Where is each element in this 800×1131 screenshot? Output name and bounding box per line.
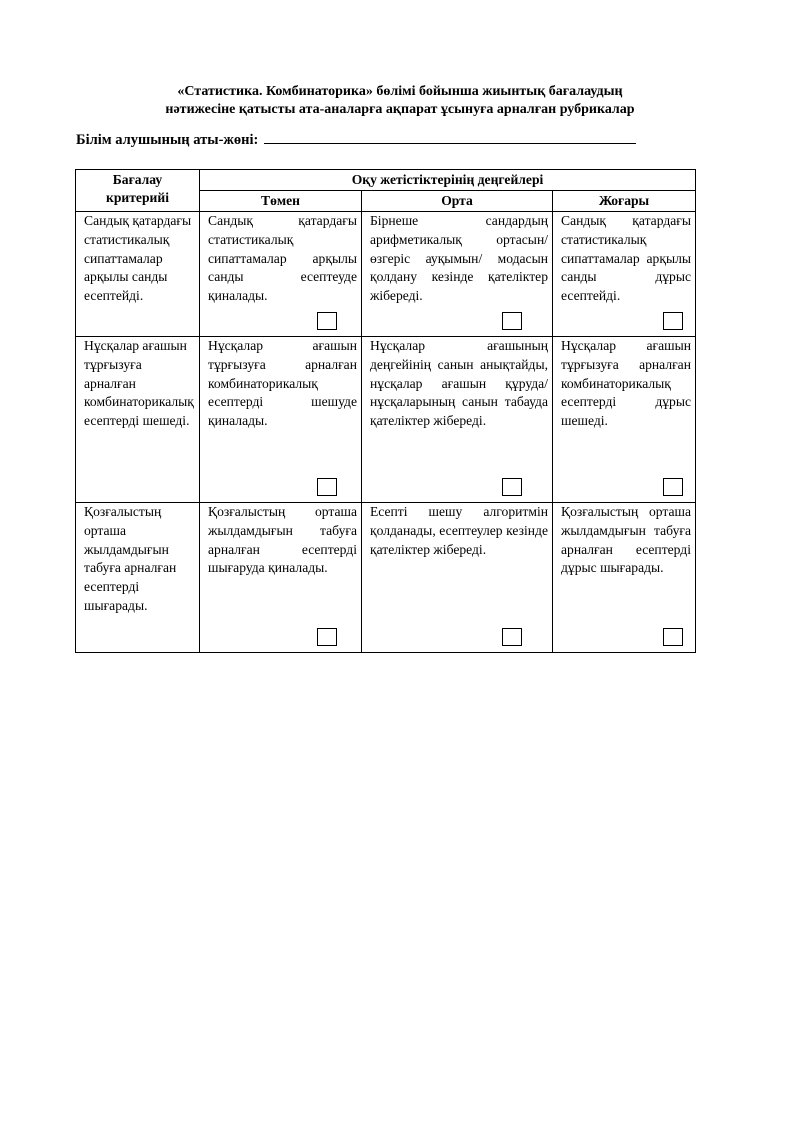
checkbox-low[interactable] <box>317 628 337 646</box>
checkbox-mid[interactable] <box>502 478 522 496</box>
table-row <box>76 212 696 337</box>
checkbox-low[interactable] <box>317 312 337 330</box>
descriptor-cell-mid <box>362 503 553 653</box>
student-name-row <box>76 131 636 149</box>
descriptor-cell-high <box>553 337 696 503</box>
checkbox-high[interactable] <box>663 628 683 646</box>
descriptor-cell-low <box>200 337 362 503</box>
document-title <box>0 83 800 119</box>
rubric-table <box>75 169 696 653</box>
level-header-low: Төмен <box>200 191 362 212</box>
checkbox-high[interactable] <box>663 478 683 496</box>
descriptor-text: Нұсқалар ағашын тұрғызуға арналған комбинаторикалық есептерді шешуде қиналады. <box>208 338 357 429</box>
table-row <box>76 503 696 653</box>
criterion-cell: Нұсқалар ағашын тұрғызуға арналған комбинаторикалық есептерді шешеді. <box>76 337 200 503</box>
criteria-header: Бағалау критерийі <box>76 170 200 212</box>
student-name-label: Білім алушының аты-жөні: <box>76 132 259 148</box>
descriptor-cell-high <box>553 503 696 653</box>
descriptor-text: Сандық қатардағы статистикалық сипаттамалар арқылы санды есептеуде қиналады. <box>208 213 357 304</box>
descriptor-text: Нұсқалар ағашының деңгейінің санын анықтайды, нұсқалар ағашын құруда/ нұсқаларының санын табауда қателіктер жібереді. <box>370 338 548 429</box>
descriptor-cell-mid <box>362 337 553 503</box>
student-name-field[interactable] <box>264 131 636 144</box>
descriptor-text: Нұсқалар ағашын тұрғызуға арналған комбинаторикалық есептерді дұрыс шешеді. <box>561 338 691 429</box>
levels-header: Оқу жетістіктерінің деңгейлері <box>200 170 696 191</box>
header-row-1 <box>76 170 696 191</box>
criterion-cell: Қозғалыстың орташа жылдамдығын табуға арналған есептерді шығарады. <box>76 503 200 653</box>
descriptor-cell-low <box>200 212 362 337</box>
descriptor-text: Қозғалыстың орташа жылдамдығын табуға арналған есептерді шығаруда қиналады. <box>208 504 357 576</box>
level-header-high: Жоғары <box>553 191 696 212</box>
descriptor-cell-mid <box>362 212 553 337</box>
criterion-cell: Сандық қатардағы статистикалық сипаттамалар арқылы санды есептейді. <box>76 212 200 337</box>
descriptor-text: Бірнеше сандардың арифметикалық ортасын/ өзгеріс ауқымын/ модасын қолдану кезінде қателіктер жібереді. <box>370 213 548 304</box>
checkbox-high[interactable] <box>663 312 683 330</box>
title-line-1: «Статистика. Комбинаторика» бөлімі бойынша жиынтық бағалаудың <box>177 84 623 99</box>
descriptor-text: Сандық қатардағы статистикалық сипаттамалар арқылы санды дұрыс есептейді. <box>561 213 691 304</box>
descriptor-cell-high <box>553 212 696 337</box>
descriptor-text: Қозғалыстың орташа жылдамдығын табуға арналған есептерді дұрыс шығарады. <box>561 504 691 576</box>
title-line-2: нәтижесіне қатысты ата-аналарға ақпарат ұсынуға арналған рубрикалар <box>165 102 635 117</box>
level-header-mid: Орта <box>362 191 553 212</box>
checkbox-low[interactable] <box>317 478 337 496</box>
table-row <box>76 337 696 503</box>
checkbox-mid[interactable] <box>502 628 522 646</box>
descriptor-cell-low <box>200 503 362 653</box>
checkbox-mid[interactable] <box>502 312 522 330</box>
descriptor-text: Есепті шешу алгоритмін қолданады, есептеулер кезінде қателіктер жібереді. <box>370 504 548 557</box>
